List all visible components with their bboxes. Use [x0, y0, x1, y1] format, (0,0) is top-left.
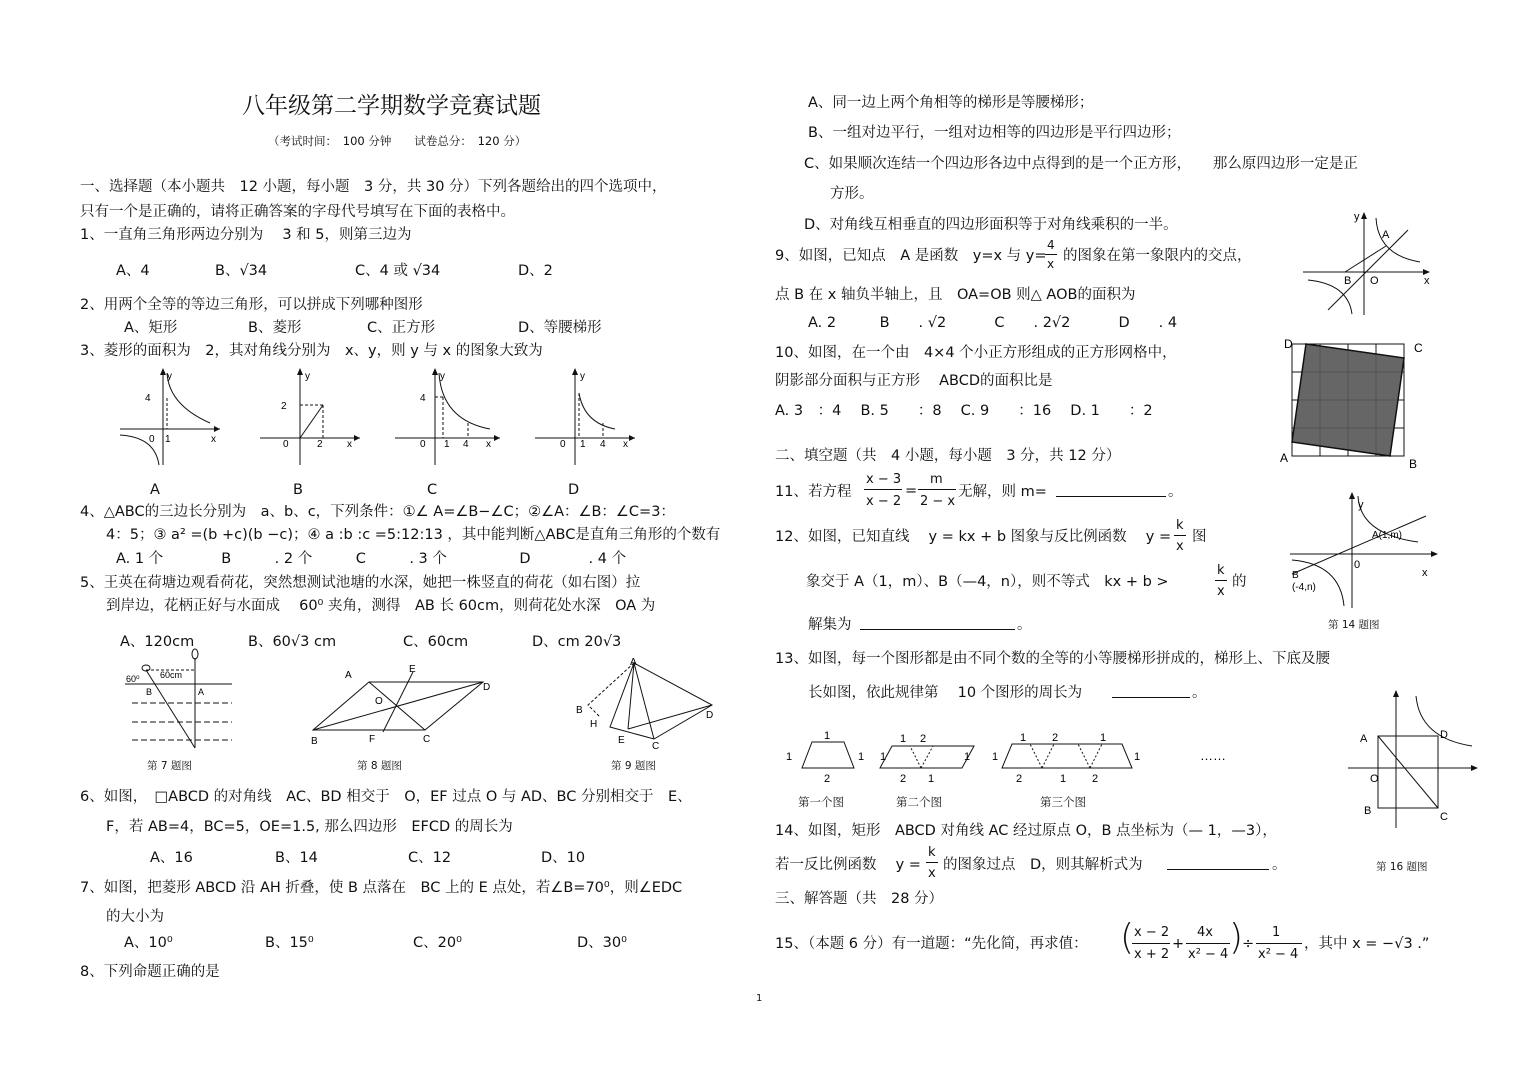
fig13-ellipsis: …… [1200, 748, 1226, 763]
q6-option-d: D、10 [541, 850, 586, 866]
q8-option-c: C、如果顺次连结一个四边形各边中点得到的是一个正方形， 那么原四边形一定是正 [804, 156, 1358, 172]
q3b-tick-2: 2 [281, 401, 287, 412]
fig16-caption: 第 16 题图 [1376, 861, 1428, 873]
q3-label-c: C [427, 482, 438, 498]
q3c-x-label: x [486, 439, 491, 450]
q7-option-c: C、20⁰ [413, 935, 462, 951]
q3-label-d: D [568, 482, 580, 498]
q6-stem-1: 6、如图， □ABCD 的对角线 AC、BD 相交于 O，EF 过点 O 与 AD、BC 分别相交于 E、 [80, 789, 692, 805]
q3d-tick-1: 1 [580, 439, 586, 450]
q15-left-paren: ( [1120, 917, 1135, 958]
fig13-f1-top: 1 [824, 730, 831, 742]
q2-option-d: D、等腰梯形 [518, 320, 602, 336]
q4-stem-2: 4：5；③ a² =(b +c)(b −c)；④ a :b :c =5:12:13 ，其中能判断△ABC是直角三角形的个数有 [106, 527, 721, 543]
q15-den1: x + 2 [1134, 947, 1170, 962]
q14-answer-blank[interactable] [1167, 855, 1269, 870]
q6-option-c: C、12 [408, 850, 452, 866]
q12-frac-bar [1174, 535, 1186, 536]
q11-end: 。 [1168, 484, 1183, 500]
q14-stem-2: 若一反比例函数 y = [775, 857, 921, 873]
q13-stem-1: 13、如图，每一个图形都是由不同个数的全等的小等腰梯形拼成的，梯形上、下底及腰 [775, 651, 1330, 667]
q10-stem-1: 10、如图，在一个由 4×4 个小正方形组成的正方形网格中， [775, 345, 1177, 361]
q15-plus: + [1172, 936, 1185, 952]
q7-option-d: D、30⁰ [577, 935, 627, 951]
fig8-caption: 第 8 题图 [357, 760, 402, 772]
q2-option-b: B、菱形 [248, 320, 302, 336]
fig-q9-a: A [1382, 229, 1390, 241]
section-1-instruction: 只有一个是正确的，请将正确答案的字母代号填写在下面的表格中。 [80, 204, 515, 220]
section-2-heading: 二、填空题（共 4 小题，每小题 3 分，共 12 分） [775, 448, 1121, 464]
fig14-caption: 第 14 题图 [1328, 619, 1380, 631]
q3a-x-label: x [211, 434, 216, 445]
fig7-caption: 第 7 题图 [147, 760, 192, 772]
fig-q10-d: D [1284, 337, 1293, 351]
q3-graph-c [390, 365, 505, 470]
q10-options: A. 3 ：4 B. 5 ：8 C. 9 ：16 D. 1 ：2 [775, 403, 1153, 419]
fig14-x: x [1422, 567, 1428, 579]
fig8-c: C [423, 734, 431, 745]
page-title: 八年级第二学期数学竞赛试题 [242, 93, 541, 119]
fig-q10-a: A [1280, 451, 1289, 465]
q3c-y-label: y [440, 371, 445, 382]
fig8-b: B [311, 736, 318, 747]
q5-stem-1: 5、王英在荷塘边观看荷花，突然想测试池塘的水深，她把一株竖直的荷花（如右图）拉 [80, 575, 641, 591]
q3-stem: 3、菱形的面积为 2，其对角线分别为 x、y，则 y 与 x 的图象大致为 [80, 343, 543, 359]
q8-option-b: B、一组对边平行，一组对边相等的四边形是平行四边形； [808, 125, 1181, 141]
q3b-y-label: y [305, 371, 310, 382]
fig9-e: E [618, 735, 625, 746]
figure-16 [1346, 688, 1482, 830]
q12-frac-num: k [1176, 518, 1184, 533]
fig14-y: y [1358, 499, 1364, 511]
fig8-a: A [345, 670, 352, 681]
fig13-f2-top1: 1 [900, 733, 907, 745]
q11-num2: m [930, 472, 943, 487]
fig13-f3-right: 1 [1134, 751, 1141, 763]
fig14-a: A(1,m) [1372, 530, 1402, 541]
q3a-tick-1: 1 [165, 434, 171, 445]
q14-stem-1: 14、如图，矩形 ABCD 对角线 AC 经过原点 O，B 点坐标为（— 1，—3）， [775, 823, 1277, 839]
q6-option-b: B、14 [275, 850, 318, 866]
q3d-origin: 0 [560, 439, 566, 450]
q15-bar1 [1132, 943, 1170, 944]
q15-num3: 1 [1272, 925, 1281, 940]
q15-bar3 [1256, 943, 1302, 944]
fig13-f1-right: 1 [858, 751, 865, 763]
q5-option-b: B、60√3 cm [248, 634, 337, 650]
q2-option-c: C、正方形 [367, 320, 436, 336]
fig-q10-b: B [1409, 457, 1418, 471]
fig9-h: H [590, 719, 598, 730]
q15-stem-2: ，其中 x = −√3 .” [1304, 936, 1430, 952]
q12-stem-1-tail: 图 [1192, 529, 1207, 545]
q5-option-c: C、60cm [403, 634, 469, 650]
q10-stem-2: 阴影部分面积与正方形 ABCD的面积比是 [775, 373, 1053, 389]
q5-stem-2: 到岸边，花柄正好与水面成 60⁰ 夹角，测得 AB 长 60cm，则荷花处水深 OA 为 [106, 598, 656, 614]
q12-frac2-num: k [1217, 563, 1225, 578]
fig8-d: D [483, 682, 491, 693]
figure-14 [1286, 490, 1446, 612]
q3-graph-b [255, 365, 365, 470]
q4-options: A. 1 个 B . 2 个 C . 3 个 D . 4 个 [116, 551, 627, 567]
figure-8 [305, 660, 500, 750]
q3c-tick-4: 4 [420, 393, 426, 404]
fig13-caption-2: 第二个图 [896, 795, 942, 809]
q3d-x-label: x [623, 439, 628, 450]
fig13-f2-right: 1 [964, 751, 971, 763]
q3b-tick-2x: 2 [317, 439, 323, 450]
fig13-f2-b1: 2 [900, 773, 907, 785]
fig16-b: B [1364, 805, 1372, 817]
q3-graph-d [530, 365, 640, 470]
q9-stem-2: 点 B 在 x 轴负半轴上，且 OA=OB 则△ AOB的面积为 [775, 287, 1136, 303]
q4-stem-1: 4、△ABC的三边长分别为 a、b、c，下列条件：①∠ A=∠B−∠C；②∠A：∠B：∠C=3： [80, 504, 675, 520]
q14-frac-den: x [928, 866, 936, 881]
fig7-a: A [198, 687, 205, 697]
fig13-f1-bottom: 2 [824, 773, 831, 785]
fig16-d: D [1440, 729, 1448, 741]
fig9-c: C [652, 741, 660, 752]
q3-graph-a [115, 365, 225, 470]
fig13-f2-top: 2 [920, 733, 927, 745]
q11-bar1 [864, 489, 902, 490]
q11-stem-2: 无解，则 m= [958, 484, 1047, 500]
q11-den2: 2 − x [920, 494, 956, 509]
q3d-tick-4: 4 [600, 439, 606, 450]
q13-stem-2: 长如图，依此规律第 10 个图形的周长为 [808, 685, 1083, 701]
q9-frac-num: 4 [1047, 238, 1055, 252]
fig-q9-y: y [1354, 211, 1360, 223]
fig9-a: A [630, 657, 637, 668]
q11-stem: 11、若方程 [775, 484, 852, 500]
fig7-length: 60cm [160, 670, 183, 680]
q11-num1: x − 3 [866, 472, 902, 487]
fig16-a: A [1360, 733, 1368, 745]
q11-answer-blank[interactable] [1056, 482, 1166, 497]
fig-q10-c: C [1414, 341, 1423, 355]
q1-option-d: D、2 [518, 263, 553, 279]
fig13-f3-t2: 2 [1052, 732, 1059, 744]
fig7-angle: 60⁰ [126, 674, 140, 684]
exam-info: （考试时间： 100 分钟 试卷总分： 120 分） [268, 134, 527, 148]
q3a-origin: 0 [149, 434, 155, 445]
q3b-x-label: x [347, 439, 352, 450]
q7-option-b: B、15⁰ [265, 935, 314, 951]
fig13-f2-left: 1 [880, 751, 887, 763]
fig9-d: D [706, 710, 714, 721]
q3c-tick-4x: 4 [463, 439, 469, 450]
q5-option-a: A、120cm [120, 634, 195, 650]
section-3-heading: 三、解答题（共 28 分） [775, 891, 944, 907]
q2-stem: 2、用两个全等的等边三角形，可以拼成下列哪种图形 [80, 297, 423, 313]
fig8-f: F [369, 734, 376, 745]
q9-stem-1b: 的图象在第一象限内的交点， [1063, 248, 1252, 264]
fig14-b: B [1292, 570, 1299, 581]
q2-option-a: A、矩形 [124, 320, 178, 336]
fig7-b: B [146, 687, 153, 697]
q12-stem-2-tail: 的 [1232, 574, 1247, 590]
q1-option-b: B、√34 [215, 263, 268, 279]
q7-stem-1: 7、如图，把菱形 ABCD 沿 AH 折叠，使 B 点落在 BC 上的 E 点处，若∠B=70⁰，则∠EDC [80, 880, 683, 896]
q14-frac-bar [926, 862, 938, 863]
q12-frac2-bar [1215, 580, 1227, 581]
section-1-heading: 一、选择题（本小题共 12 小题，每小题 3 分，共 30 分）下列各题给出的四个选项中， [80, 179, 667, 195]
q8-stem: 8、下列命题正确的是 [80, 964, 220, 980]
q12-stem-2: 象交于 A（1，m）、B（—4，n），则不等式 kx + b > [806, 574, 1169, 590]
q3-label-a: A [150, 482, 160, 498]
q15-den2: x² − 4 [1188, 947, 1229, 962]
fig13-f3-b2: 1 [1060, 773, 1067, 785]
fig13-f3-t3: 1 [1100, 732, 1107, 744]
q3b-origin: 0 [283, 439, 289, 450]
fig9-caption: 第 9 题图 [611, 760, 656, 772]
q1-option-c: C、4 或 √34 [355, 263, 441, 279]
q12-stem-1: 12、如图，已知直线 y = kx + b 图象与反比例函数 y = [775, 529, 1172, 545]
q1-stem: 1、一直角三角形两边分别为 3 和 5，则第三边为 [80, 227, 412, 243]
fig9-b: B [576, 705, 583, 716]
q15-divide: ÷ [1242, 936, 1255, 952]
fig-q9-o: O [1370, 275, 1379, 287]
q12-stem-3: 解集为 [808, 617, 852, 633]
q5-option-d: D、cm 20√3 [532, 634, 622, 650]
fig13-caption-1: 第一个图 [798, 795, 844, 809]
q6-option-a: A、16 [150, 850, 193, 866]
q3c-tick-1: 1 [444, 439, 450, 450]
fig13-f3-left: 1 [992, 751, 999, 763]
q11-bar2 [918, 489, 956, 490]
q9-frac-bar [1045, 254, 1057, 255]
q15-stem-1: 15、（本题 6 分）有一道题：“先化简，再求值： [775, 936, 1088, 952]
q8-option-a: A、同一边上两个角相等的梯形是等腰梯形； [808, 95, 1094, 111]
q14-stem-3: 的图象过点 D，则其解析式为 [943, 857, 1143, 873]
q3a-tick-4: 4 [145, 393, 151, 404]
q6-stem-2: F，若 AB=4，BC=5，OE=1.5, 那么四边形 EFCD 的周长为 [106, 819, 513, 835]
q3a-y-label: y [167, 371, 172, 382]
q15-den3: x² − 4 [1258, 947, 1299, 962]
q3c-origin: 0 [420, 439, 426, 450]
figure-q10-grid [1276, 336, 1436, 476]
q3-label-b: B [293, 482, 303, 498]
fig-q9-b: B [1344, 275, 1352, 287]
q7-option-a: A、10⁰ [124, 935, 173, 951]
fig8-o: O [375, 696, 383, 707]
figure-7 [120, 648, 240, 758]
q11-equals: = [905, 483, 918, 499]
figure-13 [780, 728, 1260, 790]
fig14-bcoord: (-4,n) [1292, 582, 1316, 593]
q15-bar2 [1186, 943, 1230, 944]
fig13-f2-b2: 1 [928, 773, 935, 785]
fig16-c: C [1440, 811, 1448, 823]
q12-end: 。 [1017, 617, 1032, 633]
q15-num1: x − 2 [1134, 925, 1170, 940]
q8-option-d: D、对角线互相垂直的四边形面积等于对角线乘积的一半。 [804, 217, 1178, 233]
q11-den1: x − 2 [866, 494, 902, 509]
fig13-f1-left: 1 [786, 751, 793, 763]
fig13-f3-b3: 2 [1092, 773, 1099, 785]
fig13-f3-b1: 2 [1016, 773, 1023, 785]
q14-end: 。 [1272, 857, 1287, 873]
q12-answer-blank[interactable] [860, 615, 1015, 630]
q9-options: A. 2 B . √2 C . 2√2 D . 4 [808, 315, 1178, 331]
q3d-y-label: y [580, 371, 585, 382]
fig13-f3-t1: 1 [1020, 732, 1027, 744]
q15-num2: 4x [1197, 925, 1213, 940]
q12-frac-den: x [1176, 539, 1184, 554]
q8-option-c-cont: 方形。 [830, 186, 874, 202]
figure-9 [572, 655, 722, 755]
q1-option-a: A、4 [116, 263, 150, 279]
fig8-e: E [409, 664, 416, 675]
fig13-caption-3: 第三个图 [1040, 795, 1086, 809]
q13-end: 。 [1192, 685, 1207, 701]
q15-right-paren: ) [1229, 917, 1244, 958]
figure-q9-graph [1298, 210, 1438, 320]
fig14-o: 0 [1354, 559, 1361, 571]
q13-answer-blank[interactable] [1112, 683, 1190, 698]
q9-frac-den: x [1047, 257, 1055, 271]
fig16-o: O [1370, 773, 1379, 785]
page-number: 1 [756, 993, 763, 1004]
fig-q9-x: x [1424, 275, 1430, 287]
q14-frac-num: k [928, 845, 936, 860]
q9-stem-1: 9、如图，已知点 A 是函数 y=x 与 y= [775, 248, 1047, 264]
q7-stem-2: 的大小为 [106, 909, 164, 925]
q12-frac2-den: x [1217, 584, 1225, 599]
